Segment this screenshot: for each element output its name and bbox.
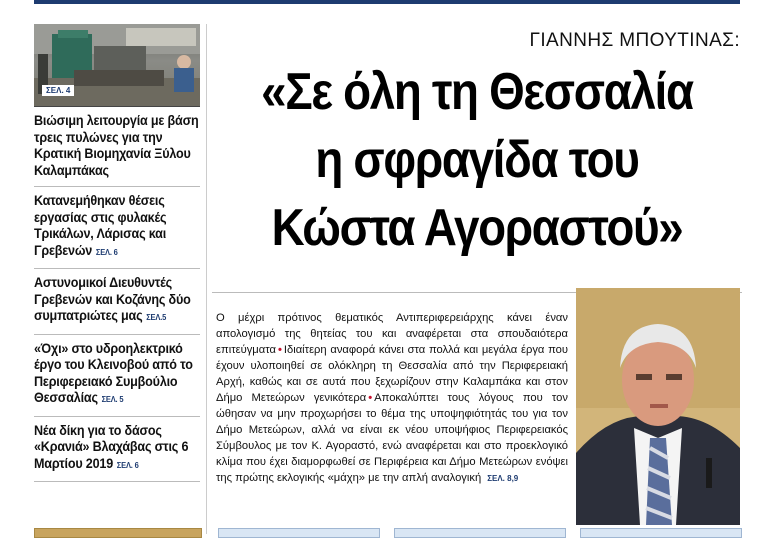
side-story-headline[interactable]: Βιώσιμη λειτουργία με βάση τρεις πυλώνες για την Κρατική Βιομηχανία Ξύλου Καλαμπάκας — [34, 113, 199, 178]
lead-paragraph — [216, 310, 568, 487]
lead-part: Ιδιαίτερη αναφορά κάνει στα πολλά και μεγάλα έργα που έχουν υλοποιηθεί σε ολόκληρη τη Θεσσαλία από την Περιφερειακή Αρχή, καθώς και σε αυτά που ξεχωρίζουν στην Καλαμπάκα και στον Δήμο Μετεώρων γενικότερα — [216, 344, 568, 404]
sidebar-column — [34, 24, 200, 482]
bottom-teaser-box[interactable] — [218, 528, 380, 538]
factory-photo[interactable] — [34, 24, 200, 107]
side-story-page: ΣΕΛ.5 — [146, 313, 167, 322]
lead-part: Αποκαλύπτει τους λόγους που τον ώθησαν να μην προχωρήσει το θέμα της υποψηφιότητάς του για τον Δήμο Μετεώρων, αλλά να είναι εκ νέου υποψήφιος Περιφερειακός Σύμβουλος με τον Κ. Αγοραστό, ενώ αναφέρεται και στο προεκλογικό κλίμα που έχει διαμορφωθεί σε Περιφέρεια και Δήμο Μετεώρων ενόψει της πρώτης εκλογικής «μάχη» με την απλή αναλογική — [216, 392, 568, 484]
bottom-teaser-box[interactable] — [394, 528, 566, 538]
story-kicker: ΓΙΑΝΝΗΣ ΜΠΟΥΤΙΝΑΣ: — [529, 30, 740, 51]
lead-page-ref[interactable]: ΣΕΛ. 8,9 — [487, 474, 519, 483]
bottom-photo-strip[interactable] — [34, 528, 202, 538]
photo-page-tag: ΣΕΛ. 4 — [42, 85, 74, 96]
bullet-icon: • — [368, 392, 373, 404]
side-story[interactable] — [34, 187, 200, 269]
portrait-image — [576, 288, 740, 525]
side-story-headline[interactable]: «Όχι» στο υδροηλεκτρικό έργο του Κλεινοβού από το Περιφερειακό Συμβούλιο Θεσσαλίας ΣΕΛ. 5 — [34, 340, 193, 405]
side-story-page: ΣΕΛ. 5 — [101, 395, 124, 404]
side-story-headline[interactable]: Αστυνομικοί Διευθυντές Γρεβενών και Κοζάνης δύο συμπατριώτες μας ΣΕΛ.5 — [34, 275, 191, 323]
headline-line: «Σε όλη τη Θεσσαλία — [261, 63, 693, 121]
bullet-icon: • — [277, 344, 282, 356]
main-headline[interactable] — [244, 58, 710, 262]
portrait-photo[interactable] — [576, 288, 740, 525]
lead-part: Ο μέχρι πρότινος θεματικός Αντιπεριφερειάρχης κάνει έναν απολογισμό της θητείας του και αναφέρεται στα σπουδαιότερα επιτεύγματα — [216, 312, 568, 356]
side-story-page: ΣΕΛ. 6 — [95, 247, 118, 257]
bottom-teaser-box[interactable] — [580, 528, 742, 538]
headline-line: η σφραγίδα του — [315, 131, 639, 189]
side-story[interactable] — [34, 417, 200, 483]
side-story[interactable] — [34, 335, 200, 417]
headline-line: Κώστα Αγοραστού» — [271, 199, 683, 257]
side-story-headline[interactable]: Νέα δίκη για το δάσος «Κρανιά» Βλαχάβας στις 6 Μαρτίου 2019 ΣΕΛ. 6 — [34, 422, 189, 471]
column-divider — [206, 24, 207, 534]
side-story-headline[interactable]: Κατανεμήθηκαν θέσεις εργασίας στις φυλακές Τρικάλων, Λάρισας και Γρεβενών ΣΕΛ. 6 — [34, 193, 167, 258]
side-story[interactable] — [34, 269, 200, 335]
side-story-page: ΣΕΛ. 6 — [116, 460, 139, 470]
side-story[interactable] — [34, 107, 200, 187]
top-rule — [34, 0, 740, 4]
